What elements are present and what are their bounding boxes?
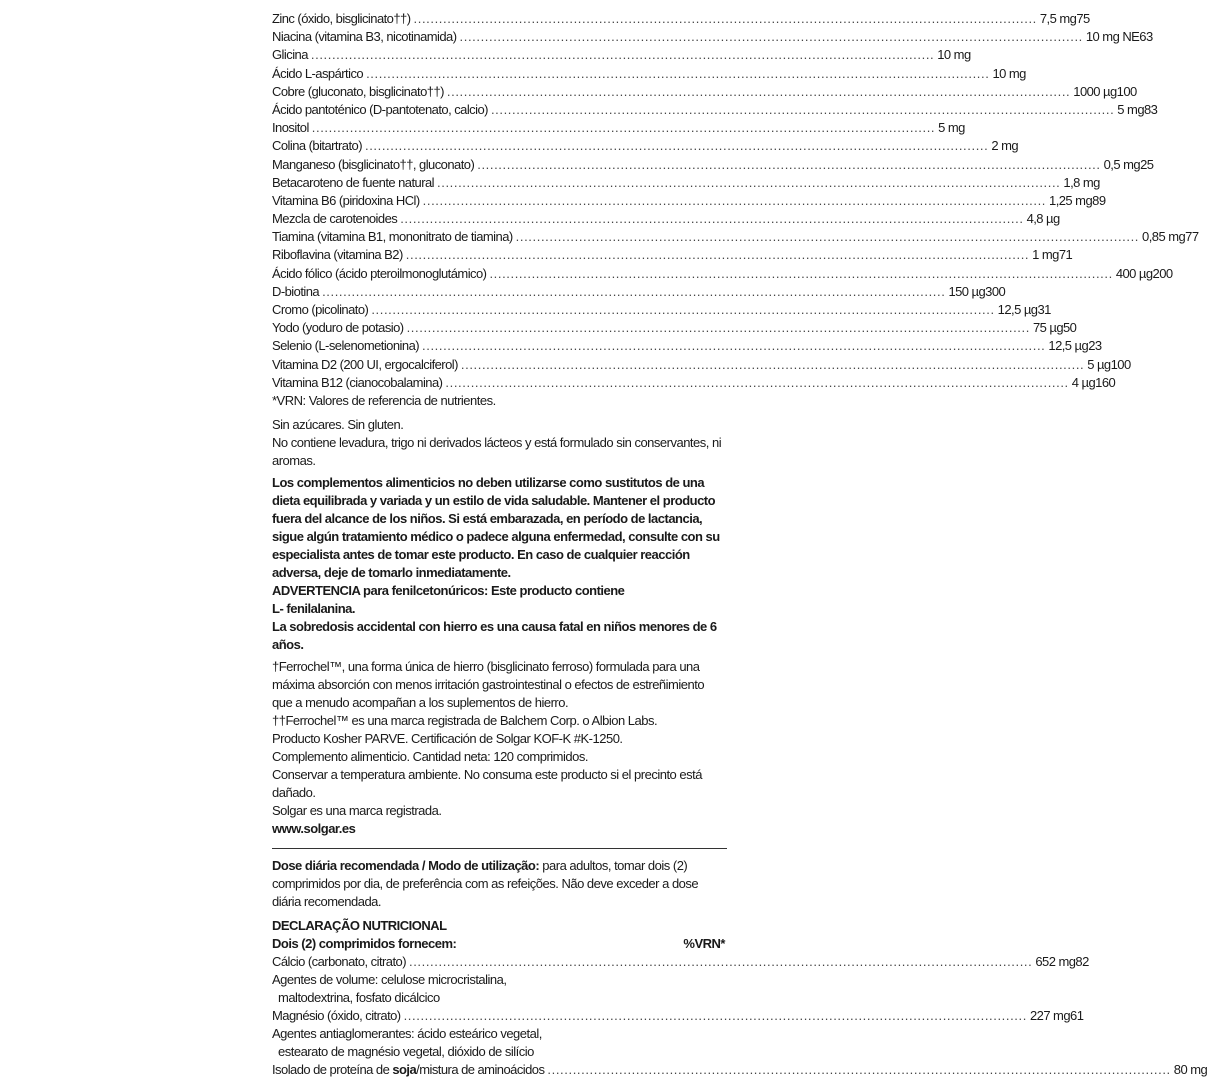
nutrient-row xyxy=(272,192,1106,210)
leader-dots: .................................................................................................................................................... xyxy=(489,265,1113,281)
pt-row-calcium xyxy=(272,953,1089,971)
leader-dots: .................................................................................................................................................... xyxy=(459,29,1083,45)
nutrient-row xyxy=(272,283,1006,301)
nutrient-vrn: 83 xyxy=(1144,101,1158,117)
nutrient-amount: 1,25 mg xyxy=(1049,192,1093,208)
ferrochel-note-2: ††Ferrochel™ es una marca registrada de Balchem Corp. o Albion Labs. xyxy=(272,712,658,728)
nutrient-vrn: 31 xyxy=(1037,302,1051,317)
nutrient-row xyxy=(272,210,1060,228)
nutrient-vrn: 23 xyxy=(1088,338,1102,354)
pt-soy-suffix: /mistura de aminoácidos xyxy=(416,1062,545,1078)
nutrient-vrn: 25 xyxy=(1140,156,1154,172)
leader-dots: .................................................................................................................................................... xyxy=(364,138,989,154)
label-text-column xyxy=(272,10,1207,1080)
warning-paragraph: Los complementos alimenticios no deben utilizarse como sustitutos de una dieta equilibrada y variada y un estilo de vida saludable. Mantener el producto fuera del alcance de los niños. Si está embarazada, en período de lactancia, sigue algún tratamiento médico o padece alguna enfermedad, consulte con su especialista antes de tomar este producto. En caso de cualquier reacción adversa, deje de tomarlo inmediatamente. xyxy=(272,474,720,580)
nutrient-name: Vitamina D2 (200 UI, ergocalciferol) xyxy=(272,356,458,372)
leader-dots: .................................................................................................................................................... xyxy=(460,356,1085,372)
nutrient-vrn: 71 xyxy=(1058,247,1073,263)
nutrient-row xyxy=(272,246,1073,264)
pku-warning xyxy=(272,582,727,600)
nutrient-amount: 10 mg NE xyxy=(1085,29,1140,45)
nutrient-name: Vitamina B6 (piridoxina HCl) xyxy=(272,192,420,208)
pt-row-magnesium xyxy=(272,1007,1084,1025)
ferrochel-note-1: †Ferrochel™, una forma única de hierro (bisglicinato ferroso) formulada para una máxima absorción con menos irritación gastrointestinal o efectos de estreñimiento que a menudo acompañan a los suplementos de hierro. xyxy=(272,658,705,710)
nutrient-amount: 10 mg xyxy=(992,65,1026,81)
nutrient-vrn: 160 xyxy=(1095,374,1116,390)
nutrient-row xyxy=(272,301,1051,319)
kosher-note: Producto Kosher PARVE. Certificación de Solgar KOF-K #K-1250. xyxy=(272,730,623,746)
pt-magnesium-amount: 227 mg xyxy=(1029,1008,1071,1024)
pt-dose xyxy=(272,857,727,911)
leader-dots: .................................................................................................................................................... xyxy=(413,11,1037,26)
pt-bulking-1: Agentes de volume: celulose microcristalina, xyxy=(272,972,507,988)
nutrient-amount: 5 mg xyxy=(938,120,965,136)
nutrient-vrn: 77 xyxy=(1185,229,1199,245)
pt-calcium-name: Cálcio (carbonato, citrato) xyxy=(272,953,406,969)
pt-calcium-amount: 652 mg xyxy=(1035,953,1076,969)
nutrient-row xyxy=(272,228,1199,246)
nutrient-row xyxy=(272,119,965,137)
nutrient-amount: 150 µg xyxy=(948,283,986,299)
leader-dots: .................................................................................................................................................... xyxy=(515,229,1140,245)
nutrient-amount: 12,5 µg xyxy=(1048,338,1089,354)
leader-dots: .................................................................................................................................................... xyxy=(490,101,1115,117)
pt-calcium-vrn: 82 xyxy=(1075,953,1089,969)
nutrient-row xyxy=(272,319,1077,337)
nutrient-amount: 12,5 µg xyxy=(997,302,1038,317)
trademark-note: Solgar es una marca registrada. xyxy=(272,802,442,818)
nutrient-table xyxy=(272,10,1199,392)
nutrient-amount: 1000 µg xyxy=(1073,83,1117,99)
pt-magnesium-name: Magnésio (óxido, citrato) xyxy=(272,1008,401,1024)
leader-dots: .................................................................................................................................................... xyxy=(405,247,1030,263)
nutrient-name: Ácido L-aspártico xyxy=(272,65,364,81)
nutrient-name: Niacina (vitamina B3, nicotinamida) xyxy=(272,29,457,45)
nutrient-amount: 75 µg xyxy=(1032,320,1063,336)
nutrient-amount: 0,85 mg xyxy=(1142,229,1186,245)
nutrient-name: Selenio (L-selenometionina) xyxy=(272,338,420,354)
storage-note: Conservar a temperatura ambiente. No consuma este producto si el precinto está dañado. xyxy=(272,766,702,800)
nutrient-vrn: 89 xyxy=(1092,192,1106,208)
leader-dots: .................................................................................................................................................... xyxy=(477,156,1101,172)
nutrient-amount: 400 µg xyxy=(1115,265,1153,281)
nutrient-name: D-biotina xyxy=(272,283,320,299)
leader-dots: .................................................................................................................................................... xyxy=(366,65,990,81)
nutrient-row xyxy=(272,174,1100,192)
nutrient-amount: 1,8 mg xyxy=(1063,174,1100,190)
nutrient-amount: 1 mg xyxy=(1032,247,1059,263)
free-from-line-2: No contiene levadura, trigo ni derivados lácteos y está formulado sin conservantes, ni aromas. xyxy=(272,434,722,468)
nutrient-name: Colina (bitartrato) xyxy=(272,138,362,154)
nutrient-name: Glicina xyxy=(272,47,308,63)
nutrient-name: Yodo (yoduro de potasio) xyxy=(272,320,404,336)
nutrient-vrn: 100 xyxy=(1110,356,1131,372)
leader-dots: .................................................................................................................................................... xyxy=(403,1008,1027,1024)
nutrient-amount: 5 µg xyxy=(1087,356,1111,372)
vrn-note: *VRN: Valores de referencia de nutrientes. xyxy=(272,392,496,408)
leader-dots: .................................................................................................................................................... xyxy=(446,83,1071,99)
nutrient-row xyxy=(272,101,1158,119)
nutrient-vrn: 63 xyxy=(1139,29,1153,45)
nutrient-name: Ácido pantoténico (D-pantotenato, calcio) xyxy=(272,101,488,117)
nutrient-name: Tiamina (vitamina B1, mononitrato de tiamina) xyxy=(272,229,513,245)
leader-dots: .................................................................................................................................................... xyxy=(406,320,1030,336)
leader-dots: .................................................................................................................................................... xyxy=(371,302,995,317)
nutrient-name: Cromo (picolinato) xyxy=(272,302,369,317)
nutrient-amount: 5 mg xyxy=(1117,101,1144,117)
pt-declaration-title: DECLARAÇÃO NUTRICIONAL xyxy=(272,917,447,933)
iron-warning: La sobredosis accidental con hierro es una causa fatal en niños menores de 6 años. xyxy=(272,618,717,652)
pt-dose-text: para adultos, tomar dois (2) comprimidos por dia, de preferência com as refeições. Não deve exceder a dose diária recomendada. xyxy=(272,857,699,909)
leader-dots: .................................................................................................................................................... xyxy=(547,1062,1171,1078)
pt-table-header-vrn: %VRN* xyxy=(683,935,725,951)
nutrient-name: Vitamina B12 (cianocobalamina) xyxy=(272,374,443,390)
nutrient-name: Zinc (óxido, bisglicinato††) xyxy=(272,11,411,26)
leader-dots: .................................................................................................................................................... xyxy=(445,374,1069,390)
nutrient-vrn: 50 xyxy=(1063,320,1077,336)
leader-dots: .................................................................................................................................................... xyxy=(310,47,935,63)
nutrient-row xyxy=(272,28,1153,46)
pku-text-2: L- fenilalanina. xyxy=(272,600,356,616)
nutrient-name: Ácido fólico (ácido pteroilmonoglutámico) xyxy=(272,265,487,281)
nutrient-amount: 10 mg xyxy=(937,47,971,63)
net-quantity: Complemento alimenticio. Cantidad neta: 120 comprimidos. xyxy=(272,748,588,764)
nutrient-row xyxy=(272,10,1090,28)
pt-anticaking-2: estearato de magnésio vegetal, dióxido de silício xyxy=(278,1044,534,1060)
nutrient-amount: 4,8 µg xyxy=(1026,211,1060,227)
pt-row-soy xyxy=(272,1061,1207,1079)
nutrient-name: Mezcla de carotenoides xyxy=(272,211,398,227)
pt-magnesium-vrn: 61 xyxy=(1070,1008,1084,1024)
nutrient-row xyxy=(272,46,971,64)
nutrient-name: Riboflavina (vitamina B2) xyxy=(272,247,403,263)
nutrient-amount: 4 µg xyxy=(1071,374,1096,390)
pt-bulking-2: maltodextrina, fosfato dicálcico xyxy=(278,990,440,1006)
nutrient-vrn: 100 xyxy=(1116,83,1137,99)
pt-anticaking-1: Agentes antiaglomerantes: ácido esteárico vegetal, xyxy=(272,1026,542,1042)
nutrient-row xyxy=(272,356,1131,374)
pt-table-header xyxy=(272,935,727,953)
leader-dots: .................................................................................................................................................... xyxy=(409,953,1033,969)
nutrient-name: Inositol xyxy=(272,120,309,136)
nutrient-name: Manganeso (bisglicinato††, gluconato) xyxy=(272,156,475,172)
leader-dots: .................................................................................................................................................... xyxy=(322,283,946,299)
nutrient-row xyxy=(272,156,1154,174)
pku-label: ADVERTENCIA xyxy=(272,582,360,598)
leader-dots: .................................................................................................................................................... xyxy=(437,174,1061,190)
pku-text: para fenilcetonúricos: Este producto contiene xyxy=(359,582,625,598)
pt-dose-label: Dose diária recomendada / Modo de utilização: xyxy=(272,857,540,873)
nutrient-vrn: 200 xyxy=(1152,265,1173,281)
nutrient-name: Cobre (gluconato, bisglicinato††) xyxy=(272,83,444,99)
leader-dots: .................................................................................................................................................... xyxy=(311,120,936,136)
pt-soy-bold: soja xyxy=(392,1062,417,1078)
free-from-line-1: Sin azúcares. Sin gluten. xyxy=(272,416,404,432)
nutrient-row xyxy=(272,265,1173,283)
nutrient-row xyxy=(272,83,1137,101)
leader-dots: .................................................................................................................................................... xyxy=(422,192,1047,208)
pt-soy-name xyxy=(272,1061,544,1079)
nutrient-row xyxy=(272,337,1102,355)
leader-dots: .................................................................................................................................................... xyxy=(400,211,1024,227)
nutrient-row xyxy=(272,374,1116,392)
nutrient-amount: 2 mg xyxy=(991,138,1019,154)
nutrient-amount: 7,5 mg xyxy=(1039,11,1077,26)
pt-soy-amount: 80 mg xyxy=(1173,1062,1207,1078)
leader-dots: .................................................................................................................................................... xyxy=(422,338,1046,354)
nutrient-vrn: 300 xyxy=(985,283,1006,299)
nutrient-row xyxy=(272,65,1026,83)
pt-table-header-label: Dois (2) comprimidos fornecem: xyxy=(272,935,457,951)
section-divider xyxy=(272,848,727,849)
website: www.solgar.es xyxy=(272,820,356,836)
nutrient-amount: 0,5 mg xyxy=(1103,156,1141,172)
nutrient-row xyxy=(272,137,1019,155)
nutrient-vrn: 75 xyxy=(1076,11,1090,26)
nutrient-name: Betacaroteno de fuente natural xyxy=(272,174,435,190)
pt-soy-prefix: Isolado de proteína de xyxy=(272,1062,393,1078)
